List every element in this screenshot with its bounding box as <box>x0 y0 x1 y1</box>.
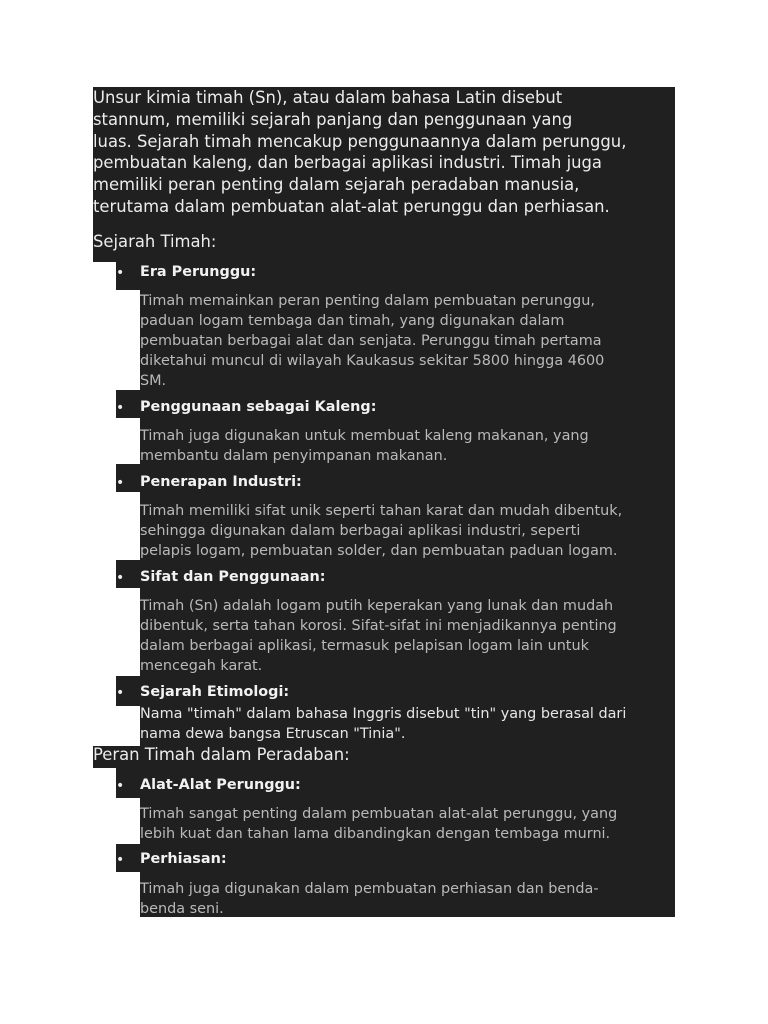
item-desc-line: Timah juga digunakan untuk membuat kaleng makanan, yang <box>140 428 589 444</box>
item-desc-line: Nama "timah" dalam bahasa Inggris disebut "tin" yang berasal dari <box>140 706 627 722</box>
item-desc-line: sehingga digunakan dalam berbagai aplikasi industri, seperti <box>140 523 581 540</box>
item-desc-line: diketahui muncul di wilayah Kaukasus sekitar 5800 hingga 4600 <box>140 353 605 370</box>
item-title: Era Perunggu: <box>140 264 257 280</box>
item-desc-line: pelapis logam, pembuatan solder, dan pembuatan paduan logam. <box>140 543 618 560</box>
bullet-marker: • <box>116 570 125 586</box>
item-desc-line: lebih kuat dan tahan lama dibandingkan dengan tembaga murni. <box>140 826 611 843</box>
item-desc-line: Timah juga digunakan dalam pembuatan perhiasan dan benda- <box>140 881 599 897</box>
item-desc-line: benda seni. <box>140 901 224 918</box>
intro-line: luas. Sejarah timah mencakup penggunaannya dalam perunggu, <box>93 131 627 151</box>
intro-line: memiliki peran penting dalam sejarah peradaban manusia, <box>93 175 580 195</box>
item-desc-line: dalam berbagai aplikasi, termasuk pelapisan logam lain untuk <box>140 638 589 655</box>
bullet-marker: • <box>116 475 125 491</box>
intro-line: pembuatan kaleng, dan berbagai aplikasi industri. Timah juga <box>93 153 602 173</box>
item-title: Penggunaan sebagai Kaleng: <box>140 399 377 415</box>
item-title: Alat-Alat Perunggu: <box>140 777 301 793</box>
bullet-marker: • <box>116 685 125 701</box>
item-desc-line: membantu dalam penyimpanan makanan. <box>140 448 448 465</box>
item-desc-line: mencegah karat. <box>140 658 263 675</box>
bullet-marker: • <box>116 852 125 868</box>
item-desc-line: nama dewa bangsa Etruscan "Tinia". <box>140 726 406 743</box>
item-desc-line: Timah memiliki sifat unik seperti tahan karat dan mudah dibentuk, <box>140 503 623 519</box>
section-heading: Sejarah Timah: <box>93 232 217 251</box>
bullet-marker: • <box>116 778 125 794</box>
intro-line: stannum, memiliki sejarah panjang dan penggunaan yang <box>93 109 573 129</box>
item-desc-line: paduan logam tembaga dan timah, yang digunakan dalam <box>140 313 565 330</box>
bullet-marker: • <box>116 400 125 416</box>
bullet-marker: • <box>116 265 125 281</box>
item-title: Perhiasan: <box>140 851 227 867</box>
item-desc-line: pembuatan berbagai alat dan senjata. Perunggu timah pertama <box>140 333 602 350</box>
item-desc-line: Timah (Sn) adalah logam putih keperakan yang lunak dan mudah <box>140 598 614 614</box>
item-desc-line: Timah memainkan peran penting dalam pembuatan perunggu, <box>140 293 596 309</box>
intro-line: Unsur kimia timah (Sn), atau dalam bahasa Latin disebut <box>93 88 563 107</box>
item-title: Sejarah Etimologi: <box>140 684 290 700</box>
intro-line: terutama dalam pembuatan alat-alat perunggu dan perhiasan. <box>93 197 610 216</box>
item-desc-line: Timah sangat penting dalam pembuatan alat-alat perunggu, yang <box>140 806 618 822</box>
item-title: Sifat dan Penggunaan: <box>140 569 326 585</box>
item-desc-line: SM. <box>140 373 167 390</box>
item-title: Penerapan Industri: <box>140 474 302 490</box>
section-heading: Peran Timah dalam Peradaban: <box>93 745 350 764</box>
item-desc-line: dibentuk, serta tahan korosi. Sifat-sifat ini menjadikannya penting <box>140 618 617 635</box>
